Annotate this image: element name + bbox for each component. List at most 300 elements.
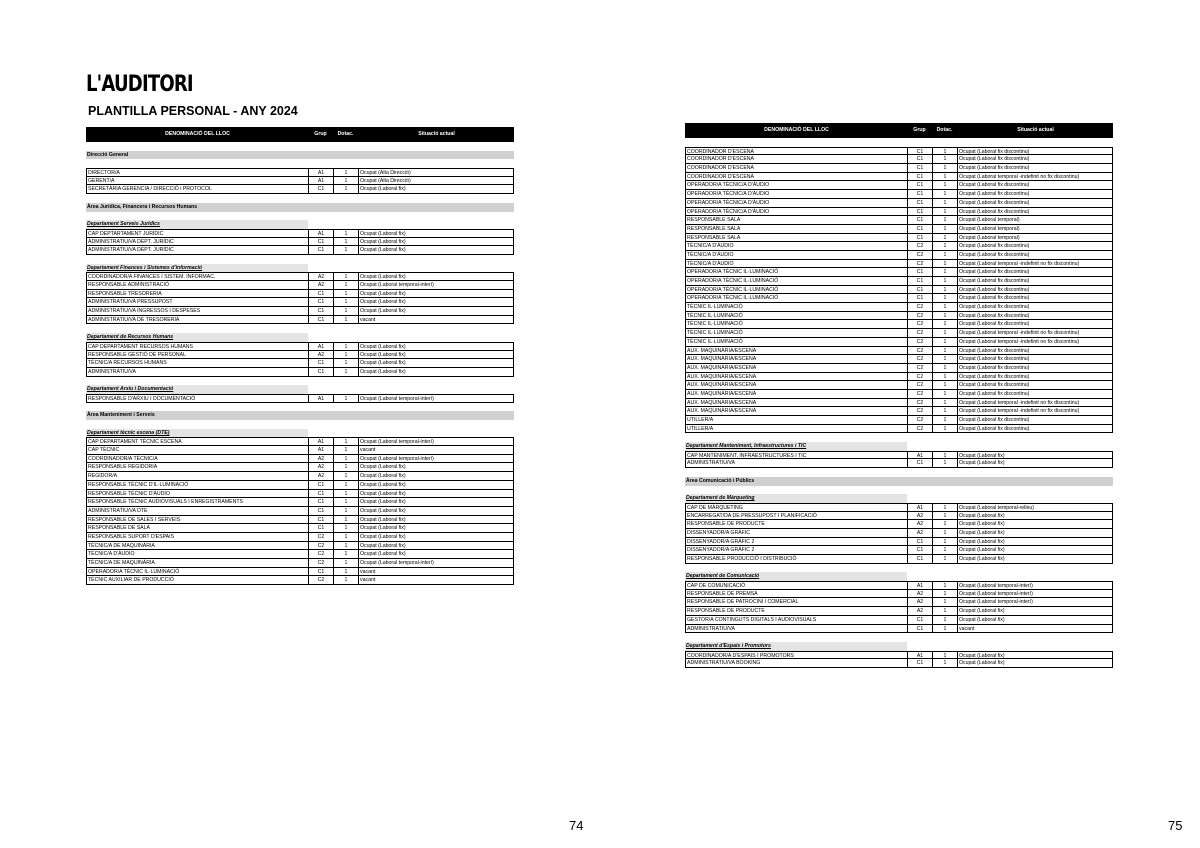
cell-group: C1	[907, 181, 932, 190]
cell-group: C1	[308, 316, 333, 325]
cell-group: C1	[308, 516, 333, 525]
table-row	[86, 576, 514, 585]
table-row	[86, 481, 514, 490]
cell-dotation: 1	[932, 416, 957, 425]
cell-status: Ocupat (Laboral temporal -indefinit no fix discontinu)	[957, 399, 1113, 408]
cell-group: A1	[907, 451, 932, 460]
cell-dotation: 1	[932, 242, 957, 251]
cell-position: OPERADOR/A TÈCNIC/A D'ÀUDIO	[685, 181, 907, 190]
area-heading: Àrea Manteniment i Serveis	[86, 411, 514, 420]
cell-status: Ocupat (Laboral fix)	[358, 524, 514, 533]
cell-position: COORDINADOR D'ESCENA	[685, 155, 907, 164]
cell-position: TÈCNIC/A D'ÀUDIO	[685, 260, 907, 269]
cell-dotation: 1	[932, 147, 957, 156]
cell-dotation: 1	[932, 503, 957, 512]
table-row	[685, 590, 1113, 599]
cell-dotation: 1	[932, 303, 957, 312]
cell-position: OPERADOR/A TÈCNIC IL·LUMINACIÓ	[685, 286, 907, 295]
cell-dotation: 1	[932, 268, 957, 277]
cell-status: Ocupat (Laboral fix discontinu)	[957, 181, 1113, 190]
cell-position: OPERADOR/A TÈCNIC/A D'ÀUDIO	[685, 208, 907, 217]
table-row	[86, 437, 514, 446]
cell-position: ADMINISTRATIU/VA	[685, 625, 907, 634]
cell-dotation: 1	[333, 446, 358, 455]
table-row	[86, 307, 514, 316]
cell-group: A2	[308, 281, 333, 290]
cell-position: RESPONSABLE TÈCNIC D'IL·LUMINACIÓ	[86, 481, 308, 490]
cell-status: Ocupat (Laboral fix discontinu)	[957, 303, 1113, 312]
cell-position: TÈCNIC IL·LUMINACIÓ	[685, 320, 907, 329]
table-row	[685, 425, 1113, 434]
cell-dotation: 1	[333, 229, 358, 238]
table-row	[86, 238, 514, 247]
cell-dotation: 1	[932, 625, 957, 634]
spacer	[685, 468, 1113, 477]
department-heading: Departament Serveis Jurídics	[86, 220, 308, 229]
cell-position: RESPONSABLE DE PREMSA	[685, 590, 907, 599]
table-row	[685, 416, 1113, 425]
cell-position: DISSENYADOR/A GRÀFIC 2	[685, 546, 907, 555]
cell-status: Ocupat (Laboral fix discontinu)	[957, 277, 1113, 286]
table-row	[86, 394, 514, 403]
cell-group: C1	[308, 507, 333, 516]
cell-group: C2	[907, 251, 932, 260]
cell-dotation: 1	[932, 451, 957, 460]
table-row	[86, 177, 514, 186]
department-row	[685, 494, 1113, 503]
cell-group: C1	[907, 294, 932, 303]
spacer	[685, 138, 1113, 147]
cell-group: C2	[308, 542, 333, 551]
cell-position: RESPONSABLE DE PRODUCTE	[685, 607, 907, 616]
cell-group: C2	[907, 407, 932, 416]
cell-dotation: 1	[932, 538, 957, 547]
cell-position: RESPONSABLE TÈCNIC D'ÀUDIO	[86, 490, 308, 499]
cell-status: Ocupat (Laboral fix)	[957, 520, 1113, 529]
cell-status: Ocupat (Laboral temporal)	[957, 234, 1113, 243]
cell-position: OPERADOR/A TÈCNIC IL·LUMINACIÓ	[86, 568, 308, 577]
cell-dotation: 1	[333, 246, 358, 255]
cell-position: DISSENYADOR/A GRÀFIC 2	[685, 538, 907, 547]
table-row	[685, 451, 1113, 460]
table-row	[685, 199, 1113, 208]
cell-group: A1	[907, 503, 932, 512]
table-row	[685, 338, 1113, 347]
table-row	[685, 459, 1113, 468]
cell-dotation: 1	[333, 507, 358, 516]
table-row	[685, 312, 1113, 321]
cell-status: Ocupat (Laboral fix discontinu)	[957, 147, 1113, 156]
cell-dotation: 1	[932, 286, 957, 295]
header-dotation: Dotac.	[337, 131, 354, 138]
cell-status: Ocupat (Laboral fix)	[957, 459, 1113, 468]
table-row	[86, 507, 514, 516]
table-row	[685, 381, 1113, 390]
cell-group: A2	[308, 351, 333, 360]
cell-position: GERENT/A	[86, 177, 308, 186]
cell-status: Ocupat (Laboral fix)	[358, 463, 514, 472]
cell-group: A2	[308, 463, 333, 472]
table-row	[86, 550, 514, 559]
cell-position: RESPONSABLE PRODUCCIÓ I DISTRIBUCIÓ	[685, 555, 907, 564]
cell-dotation: 1	[932, 407, 957, 416]
cell-position: RESPONSABLE SALA	[685, 234, 907, 243]
department-heading: Departament d'Espais i Promotors	[685, 642, 907, 651]
cell-group: C2	[308, 576, 333, 585]
cell-group: C1	[907, 190, 932, 199]
cell-position: TÈCNIC IL·LUMINACIÓ	[685, 338, 907, 347]
table-row	[685, 234, 1113, 243]
spacer	[86, 212, 514, 221]
cell-dotation: 1	[333, 481, 358, 490]
cell-status: Ocupat (Laboral fix)	[358, 238, 514, 247]
cell-group: C2	[907, 303, 932, 312]
cell-status: Ocupat (Laboral fix)	[358, 368, 514, 377]
table-row	[86, 463, 514, 472]
cell-status: Ocupat (Laboral fix discontinu)	[957, 268, 1113, 277]
cell-position: ADMINISTRATIU/VA DTE	[86, 507, 308, 516]
page-number-left: 74	[569, 818, 584, 833]
cell-group: C2	[907, 425, 932, 434]
cell-group: A1	[907, 581, 932, 590]
table-row	[685, 538, 1113, 547]
cell-group: C1	[907, 147, 932, 156]
cell-group: A2	[907, 607, 932, 616]
cell-status: Ocupat (Laboral temporal-interí)	[957, 590, 1113, 599]
cell-group: C2	[907, 416, 932, 425]
department-heading: Departament de Recursos Humans	[86, 333, 308, 342]
cell-dotation: 1	[333, 524, 358, 533]
cell-status: Ocupat (Laboral temporal -indefinit no fix discontinu)	[957, 407, 1113, 416]
cell-status: Ocupat (Laboral temporal-interí)	[957, 598, 1113, 607]
cell-status: Ocupat (Laboral fix)	[957, 651, 1113, 660]
cell-status: Ocupat (Laboral fix discontinu)	[957, 381, 1113, 390]
department-row	[685, 642, 1113, 651]
cell-status: vacant	[358, 316, 514, 325]
area-heading: Àrea Comunicació i Públics	[685, 477, 1113, 486]
cell-status: Ocupat (Laboral fix discontinu)	[957, 416, 1113, 425]
cell-dotation: 1	[333, 498, 358, 507]
table-row	[86, 490, 514, 499]
cell-group: C1	[308, 238, 333, 247]
table-row	[86, 524, 514, 533]
cell-position: AUX. MAQUINÀRIA/ESCENA	[685, 364, 907, 373]
cell-position: CAP DE COMUNICACIÓ	[685, 581, 907, 590]
cell-group: C1	[907, 538, 932, 547]
table-row	[685, 347, 1113, 356]
table-row	[685, 659, 1113, 668]
cell-group: C1	[907, 616, 932, 625]
cell-dotation: 1	[333, 238, 358, 247]
cell-group: A2	[907, 590, 932, 599]
cell-position: COORDINADOR D'ESCENA	[685, 173, 907, 182]
cell-group: C1	[308, 246, 333, 255]
cell-status: vacant	[358, 576, 514, 585]
cell-dotation: 1	[932, 190, 957, 199]
cell-dotation: 1	[333, 516, 358, 525]
cell-position: TÈCNIC/A D'ÀUDIO	[685, 251, 907, 260]
cell-position: COORDINADOR/A TÈCNIC/A	[86, 455, 308, 464]
table-row	[86, 533, 514, 542]
table-row	[685, 529, 1113, 538]
cell-dotation: 1	[333, 368, 358, 377]
cell-position: AUX. MAQUINÀRIA/ESCENA	[685, 399, 907, 408]
cell-dotation: 1	[333, 472, 358, 481]
cell-dotation: 1	[932, 329, 957, 338]
table-row	[86, 351, 514, 360]
table-row	[86, 272, 514, 281]
cell-status: Ocupat (Laboral fix)	[957, 512, 1113, 521]
spacer	[86, 324, 514, 333]
department-heading: Departament tècnic escena (DTE)	[86, 429, 308, 438]
cell-position: ADMINISTRATIU/VA BOOKING	[685, 659, 907, 668]
cell-status: Ocupat (Laboral fix discontinu)	[957, 251, 1113, 260]
cell-group: C2	[907, 329, 932, 338]
cell-dotation: 1	[932, 659, 957, 668]
cell-group: C2	[907, 355, 932, 364]
cell-position: TÈCNIC IL·LUMINACIÓ	[685, 329, 907, 338]
cell-dotation: 1	[932, 590, 957, 599]
table-row	[685, 651, 1113, 660]
cell-status: Ocupat (Laboral fix discontinu)	[957, 242, 1113, 251]
cell-status: Ocupat (Laboral fix)	[358, 472, 514, 481]
table-row	[685, 260, 1113, 269]
cell-group: C1	[308, 524, 333, 533]
cell-status: Ocupat (Laboral fix discontinu)	[957, 208, 1113, 217]
cell-status: Ocupat (Laboral fix)	[358, 342, 514, 351]
table-row	[685, 225, 1113, 234]
cell-status: Ocupat (Laboral fix)	[358, 359, 514, 368]
cell-group: A1	[308, 437, 333, 446]
cell-position: TÈCNIC/A DE MAQUINÀRIA	[86, 542, 308, 551]
cell-group: C1	[308, 568, 333, 577]
table-row	[86, 542, 514, 551]
header-status: Situació actual	[418, 131, 455, 138]
cell-dotation: 1	[333, 559, 358, 568]
cell-group: C1	[907, 216, 932, 225]
cell-status: Ocupat (Laboral temporal -indefinit no fix discontinu)	[957, 260, 1113, 269]
cell-dotation: 1	[333, 437, 358, 446]
cell-position: UTILLER/A	[685, 416, 907, 425]
table-row	[86, 472, 514, 481]
cell-group: C1	[308, 490, 333, 499]
cell-status: Ocupat (Laboral temporal -indefinit no fix discontinu)	[957, 173, 1113, 182]
cell-position: UTILLER/A	[685, 425, 907, 434]
cell-dotation: 1	[932, 355, 957, 364]
cell-dotation: 1	[932, 555, 957, 564]
cell-group: C2	[907, 338, 932, 347]
header-group: Grup	[314, 131, 327, 138]
cell-status: Ocupat (Laboral fix)	[358, 481, 514, 490]
cell-dotation: 1	[333, 542, 358, 551]
department-heading: Departament Arxiu i Documentació	[86, 385, 308, 394]
cell-dotation: 1	[932, 312, 957, 321]
department-row	[685, 442, 1113, 451]
cell-position: RESPONSABLE SALA	[685, 225, 907, 234]
cell-position: CAP TÈCNIC	[86, 446, 308, 455]
cell-group: C1	[907, 555, 932, 564]
page-number-right: 75	[1168, 818, 1183, 833]
table-row	[685, 555, 1113, 564]
cell-group: A2	[907, 529, 932, 538]
area-heading: Direcció General	[86, 151, 514, 160]
cell-dotation: 1	[333, 342, 358, 351]
cell-group: A2	[907, 598, 932, 607]
spacer	[86, 159, 514, 168]
cell-position: COORDINADOR/A FINANCES I SISTEM. INFORMAC.	[86, 272, 308, 281]
cell-dotation: 1	[932, 251, 957, 260]
cell-group: A1	[308, 177, 333, 186]
cell-position: OPERADOR/A TÈCNIC IL·LUMINACIÓ	[685, 277, 907, 286]
cell-status: Ocupat (Laboral temporal-interí)	[358, 455, 514, 464]
cell-group: C2	[308, 550, 333, 559]
cell-group: C2	[308, 533, 333, 542]
cell-dotation: 1	[333, 455, 358, 464]
table-row	[685, 190, 1113, 199]
cell-status: Ocupat (Laboral fix discontinu)	[957, 164, 1113, 173]
cell-status: Ocupat (Laboral fix)	[358, 272, 514, 281]
spacer	[86, 403, 514, 412]
cell-status: Ocupat (Laboral fix discontinu)	[957, 312, 1113, 321]
cell-status: Ocupat (Laboral fix discontinu)	[957, 294, 1113, 303]
cell-status: Ocupat (Laboral temporal-interí)	[957, 581, 1113, 590]
table-row	[685, 373, 1113, 382]
cell-status: Ocupat (Laboral fix)	[957, 616, 1113, 625]
cell-dotation: 1	[333, 490, 358, 499]
table-row	[86, 298, 514, 307]
cell-position: TÈCNIC/A D'ÀUDIO	[86, 550, 308, 559]
cell-status: vacant	[957, 625, 1113, 634]
cell-dotation: 1	[932, 399, 957, 408]
cell-status: Ocupat (Laboral temporal -indefinit no fix discontinu)	[957, 329, 1113, 338]
cell-status: Ocupat (Laboral fix)	[358, 185, 514, 194]
table-row	[86, 559, 514, 568]
cell-position: RESPONSABLE TRESORERIA	[86, 290, 308, 299]
cell-status: Ocupat (Laboral temporal-relleu)	[957, 503, 1113, 512]
spacer	[86, 420, 514, 429]
cell-position: GESTOR/A CONTINGUTS DIGITALS I AUDIOVISUALS	[685, 616, 907, 625]
cell-group: C1	[907, 164, 932, 173]
table-row	[86, 290, 514, 299]
cell-status: Ocupat (Laboral fix)	[358, 498, 514, 507]
cell-position: RESPONSABLE D'ARXIU I DOCUMENTACIÓ	[86, 394, 308, 403]
cell-position: RESPONSABLE SALA	[685, 216, 907, 225]
cell-dotation: 1	[932, 225, 957, 234]
table-row	[685, 616, 1113, 625]
cell-position: CAP DEPTARTAMENT JURÍDIC	[86, 229, 308, 238]
cell-position: SECRETÀRIA GERENCIA / DIRECCIÓ i PROTOCOL	[86, 185, 308, 194]
table-row	[685, 164, 1113, 173]
cell-position: TÈCNIC/A RECURSOS HUMANS	[86, 359, 308, 368]
cell-dotation: 1	[932, 459, 957, 468]
cell-status: Ocupat (Laboral fix discontinu)	[957, 425, 1113, 434]
spacer	[86, 194, 514, 203]
brand-logo: L'AUDITORI	[86, 72, 193, 97]
table-row	[86, 342, 514, 351]
cell-status: Ocupat (Laboral fix)	[957, 659, 1113, 668]
table-body	[86, 142, 514, 585]
table-row	[685, 294, 1113, 303]
staff-table-right	[685, 123, 1113, 668]
cell-position: ADMINISTRATIU/VA DEPT. JURÍDIC	[86, 238, 308, 247]
cell-status: Ocupat (Laboral fix)	[358, 351, 514, 360]
cell-status: Ocupat (Laboral temporal-interí)	[358, 559, 514, 568]
table-row	[685, 503, 1113, 512]
cell-dotation: 1	[333, 281, 358, 290]
cell-group: C1	[907, 225, 932, 234]
cell-status: Ocupat (Laboral fix)	[358, 516, 514, 525]
cell-position: ADMINISTRATIU/VA	[685, 459, 907, 468]
cell-status: vacant	[358, 568, 514, 577]
department-row	[685, 572, 1113, 581]
cell-dotation: 1	[932, 260, 957, 269]
cell-status: Ocupat (Laboral fix)	[358, 533, 514, 542]
header-dotation: Dotac.	[936, 127, 953, 134]
cell-position: AUX. MAQUINÀRIA/ESCENA	[685, 347, 907, 356]
cell-status: Ocupat (Laboral fix)	[358, 307, 514, 316]
cell-dotation: 1	[932, 338, 957, 347]
cell-status: Ocupat (Laboral fix)	[358, 542, 514, 551]
department-row	[86, 220, 514, 229]
table-row	[685, 520, 1113, 529]
department-row	[86, 429, 514, 438]
cell-status: Ocupat (Laboral temporal)	[957, 216, 1113, 225]
cell-position: TÈCNIC IL·LUMINACIÓ	[685, 303, 907, 312]
cell-position: ENCARREGAT/DA DE PRESSUPOST I PLANIFICACIÓ	[685, 512, 907, 521]
cell-group: C2	[907, 381, 932, 390]
staff-table-left	[86, 127, 514, 585]
table-row	[685, 320, 1113, 329]
department-heading: Departament de Comunicació	[685, 572, 907, 581]
cell-status: Ocupat (Laboral fix discontinu)	[957, 347, 1113, 356]
cell-group: C1	[308, 298, 333, 307]
cell-group: C1	[907, 268, 932, 277]
department-heading: Departament Manteniment, Infraestructures i TIC	[685, 442, 907, 451]
cell-dotation: 1	[333, 298, 358, 307]
cell-position: TÈCNIC AUXILIAR DE PRODUCCIÓ	[86, 576, 308, 585]
cell-dotation: 1	[333, 394, 358, 403]
table-row	[685, 268, 1113, 277]
cell-group: C1	[907, 546, 932, 555]
cell-group: C1	[907, 286, 932, 295]
cell-dotation: 1	[932, 199, 957, 208]
cell-dotation: 1	[932, 173, 957, 182]
cell-group: C1	[907, 277, 932, 286]
cell-dotation: 1	[932, 277, 957, 286]
cell-status: Ocupat (Alta Direcció)	[358, 168, 514, 177]
cell-dotation: 1	[932, 208, 957, 217]
cell-group: C1	[308, 307, 333, 316]
cell-dotation: 1	[333, 351, 358, 360]
cell-position: DISSENYADOR/A GRÀFIC	[685, 529, 907, 538]
cell-status: Ocupat (Laboral fix)	[358, 490, 514, 499]
table-row	[86, 316, 514, 325]
cell-group: C2	[907, 373, 932, 382]
cell-status: Ocupat (Laboral fix)	[358, 229, 514, 238]
cell-group: A2	[907, 512, 932, 521]
cell-position: RESPONSABLE TÈCNIC AUDIOVISUALS I ENREGISTRAMENTS	[86, 498, 308, 507]
cell-position: RESPONSABLE REGIDORIA	[86, 463, 308, 472]
cell-group: C2	[907, 320, 932, 329]
cell-position: OPERADOR/A TÈCNIC IL·LUMINACIÓ	[685, 294, 907, 303]
spacer	[685, 433, 1113, 442]
cell-position: ADMINISTRATIU/VA INGRESSOS I DESPESES	[86, 307, 308, 316]
cell-status: Ocupat (Laboral fix)	[358, 550, 514, 559]
table-row	[685, 390, 1113, 399]
cell-position: REGIDOR/A	[86, 472, 308, 481]
table-row	[86, 229, 514, 238]
table-row	[685, 329, 1113, 338]
